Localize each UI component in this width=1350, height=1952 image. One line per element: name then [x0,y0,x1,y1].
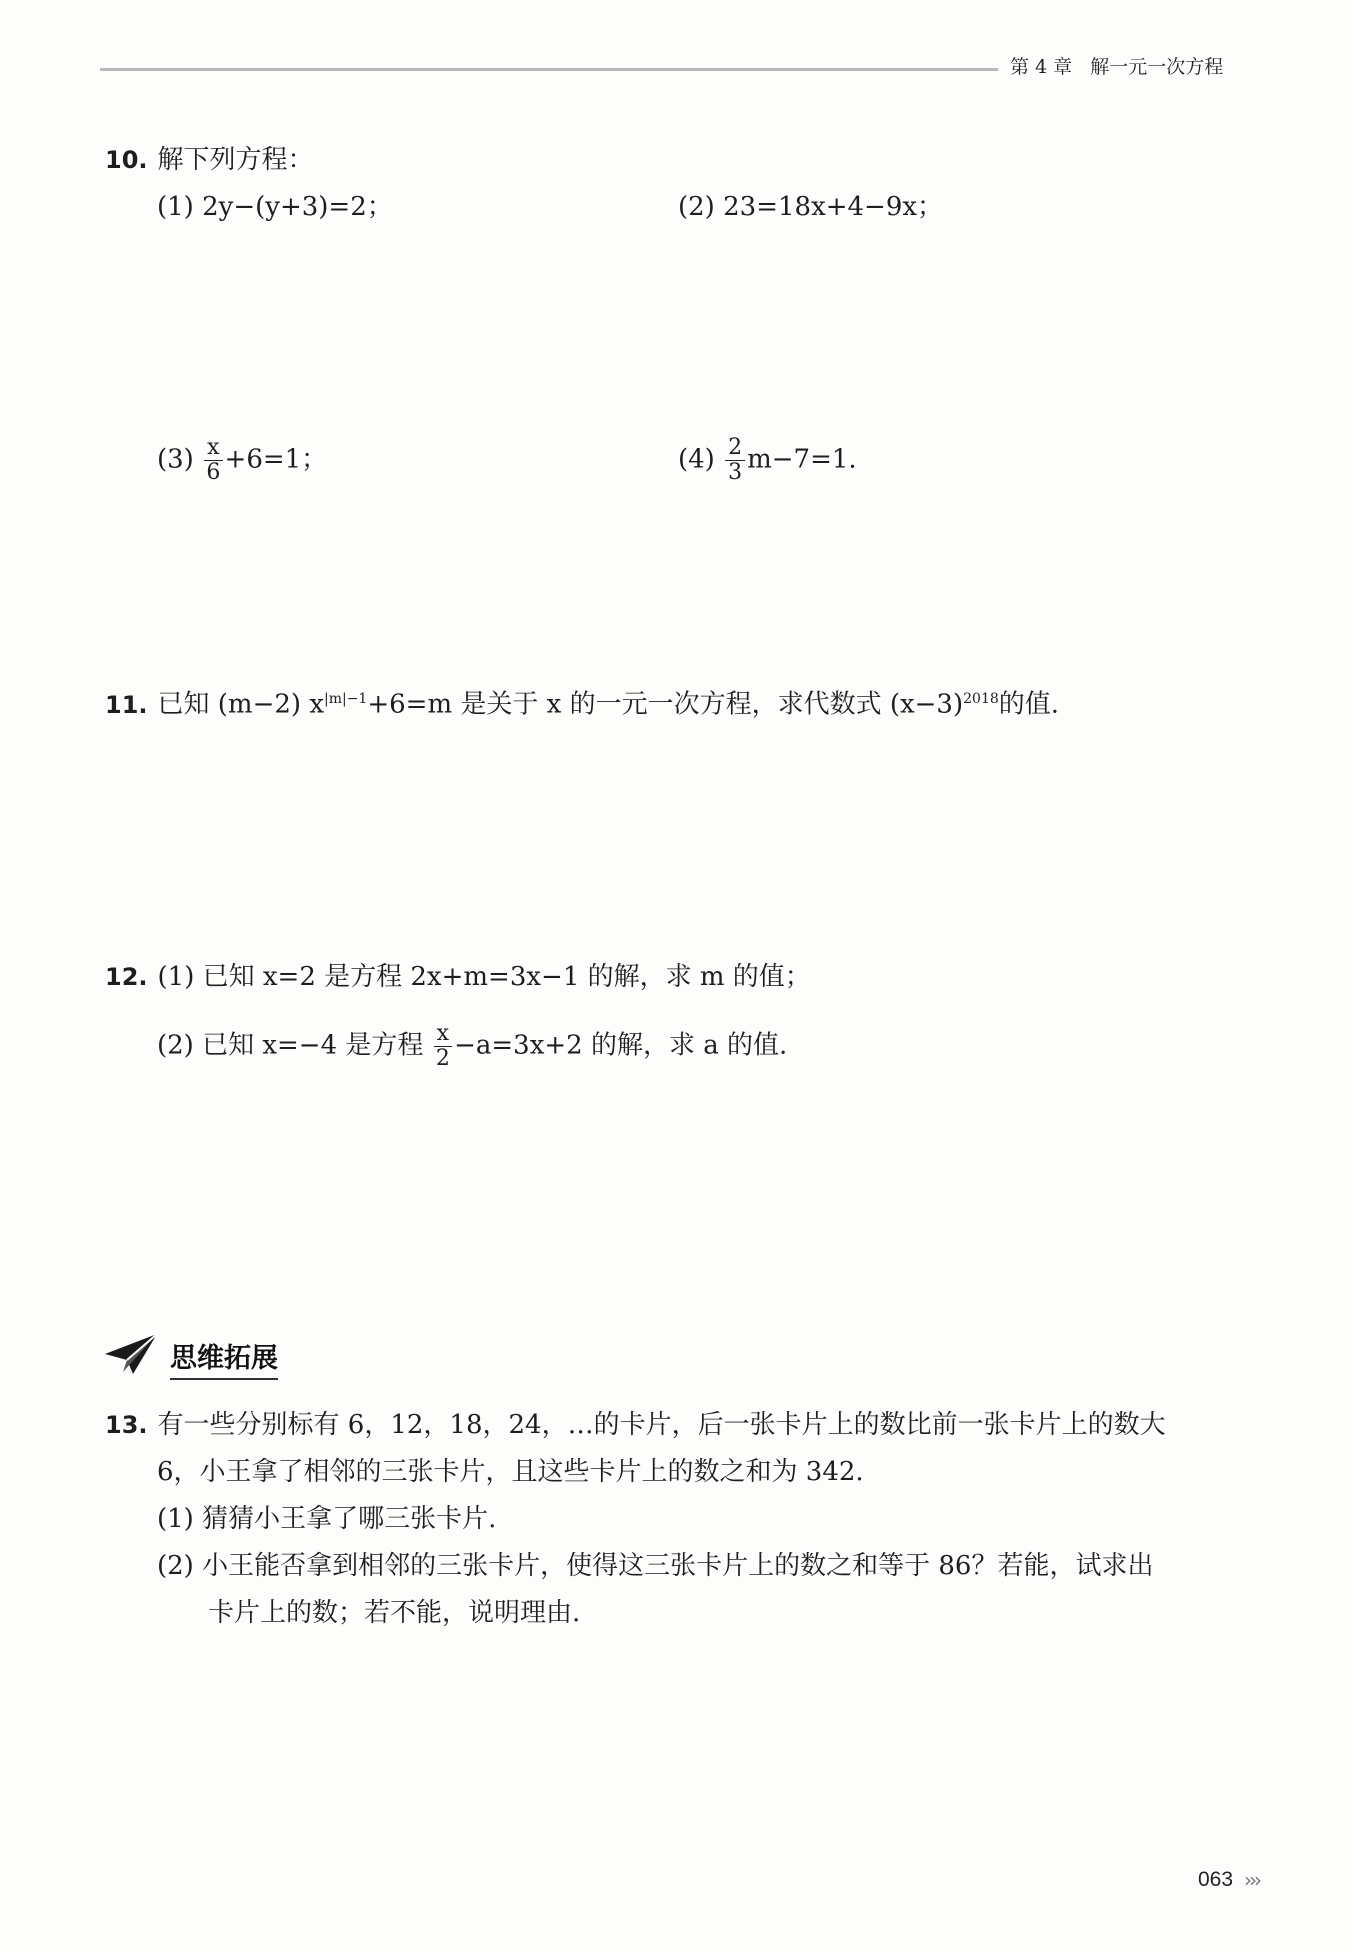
q12-part2 [157,1022,787,1071]
q13-number: 13. [105,1411,148,1439]
q12-part2-fraction [434,1022,452,1071]
fraction-numerator: 2 [725,436,745,461]
q10-part4-label: (4) [678,444,715,475]
fraction-denominator: 2 [435,1046,450,1071]
section-title: 思维拓展 [170,1336,278,1380]
q13-part2-line1: (2) 小王能否拿到相邻的三张卡片，使得这三张卡片上的数之和等于 86？若能，试求出 [157,1551,1154,1581]
q12-part1-text: (1) 已知 x=2 是方程 2x+m=3x−1 的解，求 m 的值； [157,962,811,992]
q10-part3 [157,436,327,485]
q12-part2-text-a: (2) 已知 x=−4 是方程 [157,1030,424,1061]
q10-number: 10. [105,146,148,174]
q13-part1: (1) 猜猜小王拿了哪三张卡片. [157,1504,497,1534]
fraction-numerator: x [434,1022,452,1047]
q11-number: 11. [105,690,148,719]
q10-part3-expr: +6=1； [224,444,328,475]
chapter-number: 第 4 章 [1010,56,1073,78]
page-number: 063 [1198,1868,1234,1891]
paper-plane-icon [103,1332,159,1380]
q10-part1-expr: 2y−(y+3)=2； [202,192,393,222]
q13-line2: 6，小王拿了相邻的三张卡片，且这些卡片上的数之和为 342. [157,1457,864,1487]
header-rule [100,68,998,71]
q10-part4-fraction [725,436,745,485]
q11-exponent: |m|−1 [323,691,368,707]
q11-exponent-2018: 2018 [963,691,999,707]
chapter-title: 解一元一次方程 [1090,56,1224,78]
q11-text-b: +6=m 是关于 x 的一元一次方程，求代数式 (x−3) [367,689,964,720]
q13-part2-line2: 卡片上的数；若不能，说明理由. [208,1598,581,1628]
q10-part3-label: (3) [157,444,194,475]
q10-part1-label: (1) [157,192,194,222]
running-header [1010,52,1223,79]
fraction-denominator: 3 [728,460,743,485]
chevron-right-icon: ››› [1244,1868,1259,1892]
q10-stem [105,143,314,177]
q12-part1 [105,960,811,994]
q10-part2-expr: 23=18x+4−9x； [723,192,944,222]
q13-line1 [105,1408,1166,1442]
q10-part3-fraction [204,436,222,485]
q10-part4-expr: m−7=1. [747,444,857,475]
fraction-numerator: x [204,436,222,461]
q12-number: 12. [105,963,148,991]
q11-text-c: 的值. [998,689,1060,720]
q12-part2-text-b: −a=3x+2 的解，求 a 的值. [454,1030,788,1061]
q10-part1 [157,190,393,224]
q10-text: 解下列方程： [157,145,314,175]
q10-part2 [678,190,943,224]
q11-text-a: 已知 (m−2) x [157,689,324,720]
q13-line1-text: 有一些分别标有 6，12，18，24，…的卡片，后一张卡片上的数比前一张卡片上的数大 [157,1410,1166,1440]
q11 [105,682,1059,722]
q10-part2-label: (2) [678,192,715,222]
fraction-denominator: 6 [206,460,221,485]
q10-part4 [678,436,857,485]
